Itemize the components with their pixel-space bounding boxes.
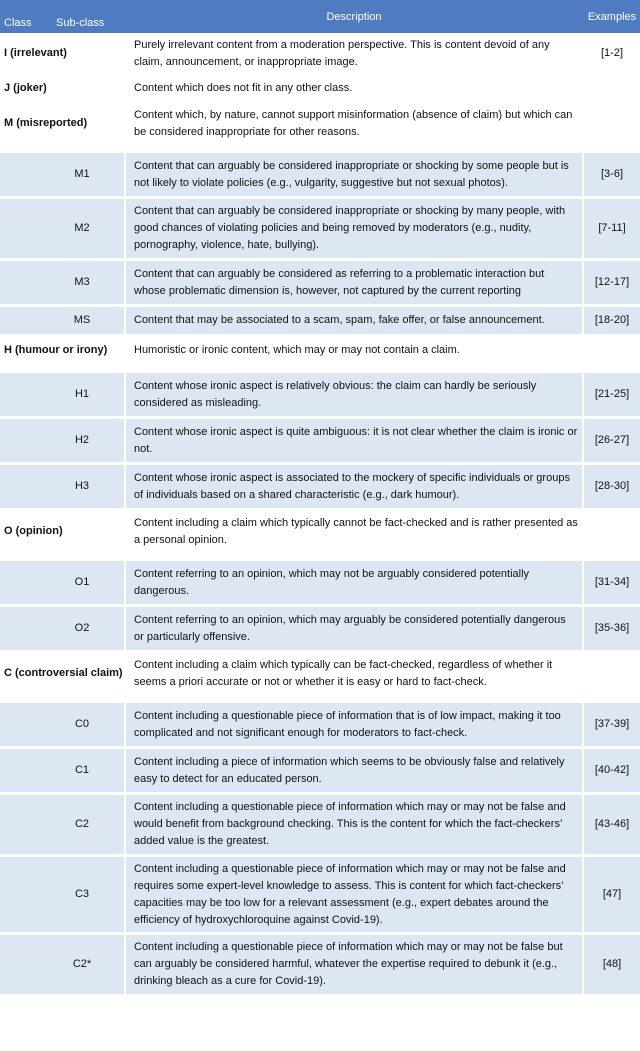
description-cell: Humoristic or ironic content, which may or may not contain a claim.: [124, 337, 584, 367]
examples-cell: [26-27]: [584, 419, 640, 465]
description-cell: Content that can arguably be considered as referring to a problematic interaction but whose problematic dimension is, however, not captured by the current reporting: [124, 261, 584, 307]
class-row: [0, 103, 640, 147]
description-cell: Content including a claim which typically can be fact-checked, regardless of whether it seems a priori accurate or not or whether it is easy or hard to fact-check.: [124, 653, 584, 697]
examples-cell: [584, 77, 640, 103]
header-class: Class: [4, 16, 32, 29]
description-cell: Content including a questionable piece of information which may or may not be false and requires some expert-level knowledge to assess. This is content for which fact-checkers’ capacities may be too low for a relevant assessment (e.g., expert debates around the efficiency of hydroxychloroquine against Covid-19).: [124, 857, 584, 935]
header-class-cell: [0, 0, 124, 33]
description-cell: Content including a claim which typically cannot be fact-checked and is rather presented as a personal opinion.: [124, 511, 584, 555]
examples-cell: [584, 653, 640, 697]
subclass-label: O2: [0, 607, 124, 653]
subclass-row: [0, 261, 640, 307]
examples-cell: [21-25]: [584, 373, 640, 419]
class-row: [0, 511, 640, 555]
examples-cell: [584, 337, 640, 367]
examples-cell: [28-30]: [584, 465, 640, 511]
examples-cell: [35-36]: [584, 607, 640, 653]
table-body: [0, 33, 640, 997]
description-cell: Purely irrelevant content from a moderation perspective. This is content devoid of any claim, announcement, or inappropriate image.: [124, 33, 584, 77]
subclass-row: [0, 935, 640, 997]
subclass-row: [0, 795, 640, 857]
description-cell: Content that can arguably be considered inappropriate or shocking by some people but is not likely to violate policies (e.g., vulgarity, suggestive but not sexual photos).: [124, 153, 584, 199]
examples-cell: [1-2]: [584, 33, 640, 77]
examples-cell: [37-39]: [584, 703, 640, 749]
subclass-label: C2*: [0, 935, 124, 997]
class-row: [0, 77, 640, 103]
subclass-row: [0, 465, 640, 511]
examples-cell: [18-20]: [584, 307, 640, 337]
description-cell: Content whose ironic aspect is associated to the mockery of specific individuals or groups of individuals based on a shared characteristic (e.g., dark humour).: [124, 465, 584, 511]
class-label: C (controversial claim): [0, 653, 124, 697]
examples-cell: [48]: [584, 935, 640, 997]
examples-cell: [40-42]: [584, 749, 640, 795]
subclass-label: C0: [0, 703, 124, 749]
description-cell: Content including a questionable piece of information that is of low impact, making it too complicated and not significant enough for moderators to fact-check.: [124, 703, 584, 749]
subclass-row: [0, 561, 640, 607]
subclass-label: H2: [0, 419, 124, 465]
subclass-row: [0, 607, 640, 653]
class-label: I (irrelevant): [0, 33, 124, 77]
subclass-row: [0, 749, 640, 795]
class-row: [0, 33, 640, 77]
subclass-label: M3: [0, 261, 124, 307]
class-row: [0, 653, 640, 697]
description-cell: Content which, by nature, cannot support misinformation (absence of claim) but which can be considered inappropriate for other reasons.: [124, 103, 584, 147]
subclass-label: M1: [0, 153, 124, 199]
subclass-row: [0, 419, 640, 465]
description-cell: Content whose ironic aspect is relatively obvious: the claim can hardly be seriously considered as misleading.: [124, 373, 584, 419]
class-label: H (humour or irony): [0, 337, 124, 367]
examples-cell: [7-11]: [584, 199, 640, 261]
subclass-label: MS: [0, 307, 124, 337]
subclass-row: [0, 373, 640, 419]
description-cell: Content referring to an opinion, which may not be arguably considered potentially dangerous.: [124, 561, 584, 607]
subclass-label: M2: [0, 199, 124, 261]
class-label: J (joker): [0, 77, 124, 103]
subclass-label: C3: [0, 857, 124, 935]
examples-cell: [47]: [584, 857, 640, 935]
description-cell: Content including a questionable piece of information which may or may not be false and would benefit from background checking. This is the content for which the fact-checkers’ added value is the greatest.: [124, 795, 584, 857]
description-cell: Content referring to an opinion, which may arguably be considered potentially dangerous or particularly offensive.: [124, 607, 584, 653]
examples-cell: [12-17]: [584, 261, 640, 307]
class-label: M (misreported): [0, 103, 124, 147]
examples-cell: [31-34]: [584, 561, 640, 607]
subclass-label: C2: [0, 795, 124, 857]
description-cell: Content that may be associated to a scam, spam, fake offer, or false announcement.: [124, 307, 584, 337]
description-cell: Content that can arguably be considered inappropriate or shocking by many people, with good chances of violating policies and being removed by moderators (e.g., nudity, pornography, violence, hate, bullying).: [124, 199, 584, 261]
subclass-row: [0, 307, 640, 337]
header-description: Description: [124, 0, 584, 33]
subclass-label: H1: [0, 373, 124, 419]
description-cell: Content including a questionable piece of information which may or may not be false but can arguably be considered harmful, whatever the expertise required to debunk it (e.g., drinking bleach as a cure for Covid-19).: [124, 935, 584, 997]
table-header-row: [0, 0, 640, 33]
examples-cell: [584, 103, 640, 147]
examples-cell: [43-46]: [584, 795, 640, 857]
examples-cell: [3-6]: [584, 153, 640, 199]
subclass-row: [0, 857, 640, 935]
class-row: [0, 337, 640, 367]
subclass-label: C1: [0, 749, 124, 795]
subclass-label: O1: [0, 561, 124, 607]
subclass-row: [0, 153, 640, 199]
examples-cell: [584, 511, 640, 555]
description-cell: Content including a piece of information which seems to be obviously false and relatively easy to detect for an educated person.: [124, 749, 584, 795]
header-subclass: Sub-class: [56, 16, 105, 29]
description-cell: Content which does not fit in any other class.: [124, 77, 584, 103]
description-cell: Content whose ironic aspect is quite ambiguous: it is not clear whether the claim is ironic or not.: [124, 419, 584, 465]
header-examples: Examples: [584, 0, 640, 33]
class-label: O (opinion): [0, 511, 124, 555]
subclass-row: [0, 199, 640, 261]
subclass-label: H3: [0, 465, 124, 511]
subclass-row: [0, 703, 640, 749]
